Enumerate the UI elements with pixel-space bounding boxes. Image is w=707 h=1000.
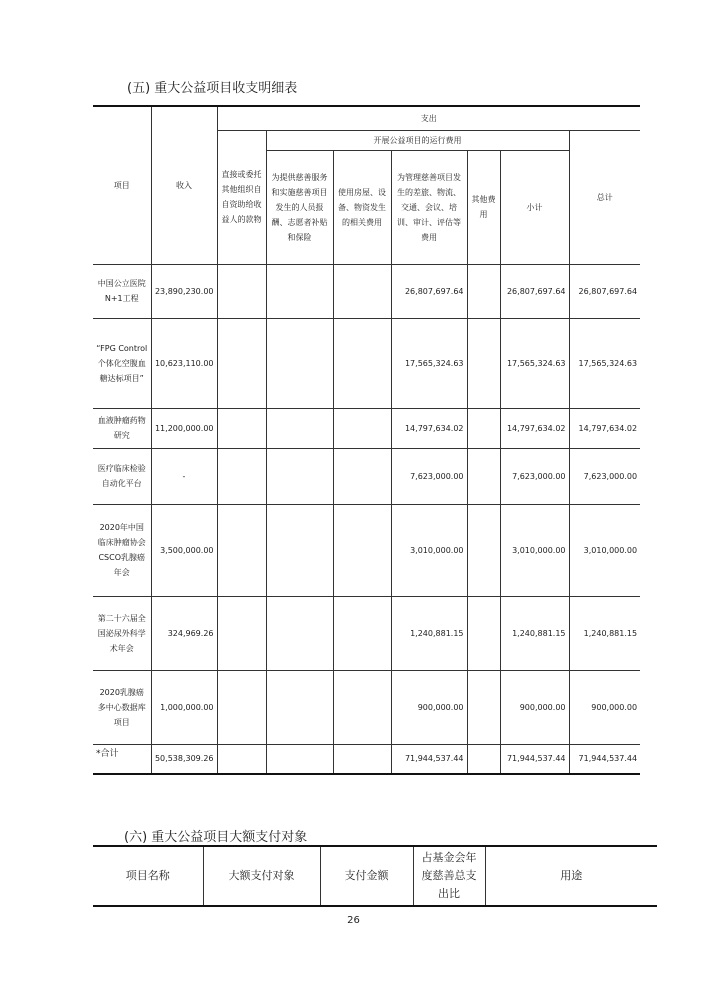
header-expenditure: 支出 xyxy=(217,106,640,130)
income-value: 10,623,110.00 xyxy=(151,318,217,408)
table-row xyxy=(93,670,640,744)
subtotal-value: 26,807,697.64 xyxy=(500,264,569,318)
table-row xyxy=(93,264,640,318)
total-value: 17,565,324.63 xyxy=(569,318,640,408)
page-number: 26 xyxy=(347,915,360,926)
project-income-expenditure-table xyxy=(93,105,640,775)
subtotal-value: 1,240,881.15 xyxy=(500,596,569,670)
header-ratio: 占基金会年度慈善总支出比 xyxy=(413,846,485,906)
project-name: “FPG Control个体化空腹血糖达标项目” xyxy=(93,318,151,408)
income-value: 50,538,309.26 xyxy=(151,744,217,774)
management-value: 900,000.00 xyxy=(391,670,467,744)
header-payee: 大额支付对象 xyxy=(203,846,320,906)
total-label: *合计 xyxy=(93,744,151,774)
project-name: 医疗临床检验自动化平台 xyxy=(93,448,151,504)
management-value: 17,565,324.63 xyxy=(391,318,467,408)
header-staff: 为提供慈善服务和实施慈善项目发生的人员报酬、志愿者补贴和保险 xyxy=(266,150,333,264)
section-title: (五) 重大公益项目收支明细表 xyxy=(127,81,298,96)
large-payment-table xyxy=(93,845,657,907)
project-name: 第二十六届全国泌尿外科学术年会 xyxy=(93,596,151,670)
section-title: (六) 重大公益项目大额支付对象 xyxy=(124,830,308,845)
table-row-total xyxy=(93,744,640,774)
income-value: - xyxy=(151,448,217,504)
total-value: 900,000.00 xyxy=(569,670,640,744)
subtotal-value: 17,565,324.63 xyxy=(500,318,569,408)
total-value: 14,797,634.02 xyxy=(569,408,640,448)
header-item: 项目 xyxy=(93,106,151,264)
header-management: 为管理慈善项目发生的差旅、物流、交通、会议、培训、审计、评估等费用 xyxy=(391,150,467,264)
project-name: 2020乳腺癌多中心数据库项目 xyxy=(93,670,151,744)
table-row xyxy=(93,596,640,670)
header-other: 其他费用 xyxy=(467,150,500,264)
management-value: 26,807,697.64 xyxy=(391,264,467,318)
total-value: 1,240,881.15 xyxy=(569,596,640,670)
total-value: 7,623,000.00 xyxy=(569,448,640,504)
management-value: 3,010,000.00 xyxy=(391,504,467,596)
header-income: 收入 xyxy=(151,106,217,264)
table-row xyxy=(93,318,640,408)
subtotal-value: 3,010,000.00 xyxy=(500,504,569,596)
income-value: 1,000,000.00 xyxy=(151,670,217,744)
header-direct: 直接或委托其他组织自自资助给收益人的款物 xyxy=(217,130,266,264)
header-amount: 支付金额 xyxy=(320,846,413,906)
table-row xyxy=(93,448,640,504)
header-purpose: 用途 xyxy=(485,846,657,906)
income-value: 23,890,230.00 xyxy=(151,264,217,318)
project-name: 中国公立医院N+1工程 xyxy=(93,264,151,318)
subtotal-value: 7,623,000.00 xyxy=(500,448,569,504)
header-operating: 开展公益项目的运行费用 xyxy=(266,130,569,150)
total-value: 71,944,537.44 xyxy=(569,744,640,774)
header-subtotal: 小计 xyxy=(500,150,569,264)
header-facilities: 使用房屋、设备、物资发生的相关费用 xyxy=(333,150,391,264)
project-name: 血液肿瘤药物研究 xyxy=(93,408,151,448)
management-value: 14,797,634.02 xyxy=(391,408,467,448)
management-value: 7,623,000.00 xyxy=(391,448,467,504)
management-value: 1,240,881.15 xyxy=(391,596,467,670)
subtotal-value: 71,944,537.44 xyxy=(500,744,569,774)
subtotal-value: 900,000.00 xyxy=(500,670,569,744)
subtotal-value: 14,797,634.02 xyxy=(500,408,569,448)
table-row xyxy=(93,504,640,596)
income-value: 11,200,000.00 xyxy=(151,408,217,448)
total-value: 3,010,000.00 xyxy=(569,504,640,596)
income-value: 324,969.26 xyxy=(151,596,217,670)
table-row xyxy=(93,408,640,448)
income-value: 3,500,000.00 xyxy=(151,504,217,596)
management-value: 71,944,537.44 xyxy=(391,744,467,774)
header-total: 总计 xyxy=(569,130,640,264)
header-project-name: 项目名称 xyxy=(93,846,203,906)
project-name: 2020年中国临床肿瘤协会CSCO乳腺癌年会 xyxy=(93,504,151,596)
total-value: 26,807,697.64 xyxy=(569,264,640,318)
